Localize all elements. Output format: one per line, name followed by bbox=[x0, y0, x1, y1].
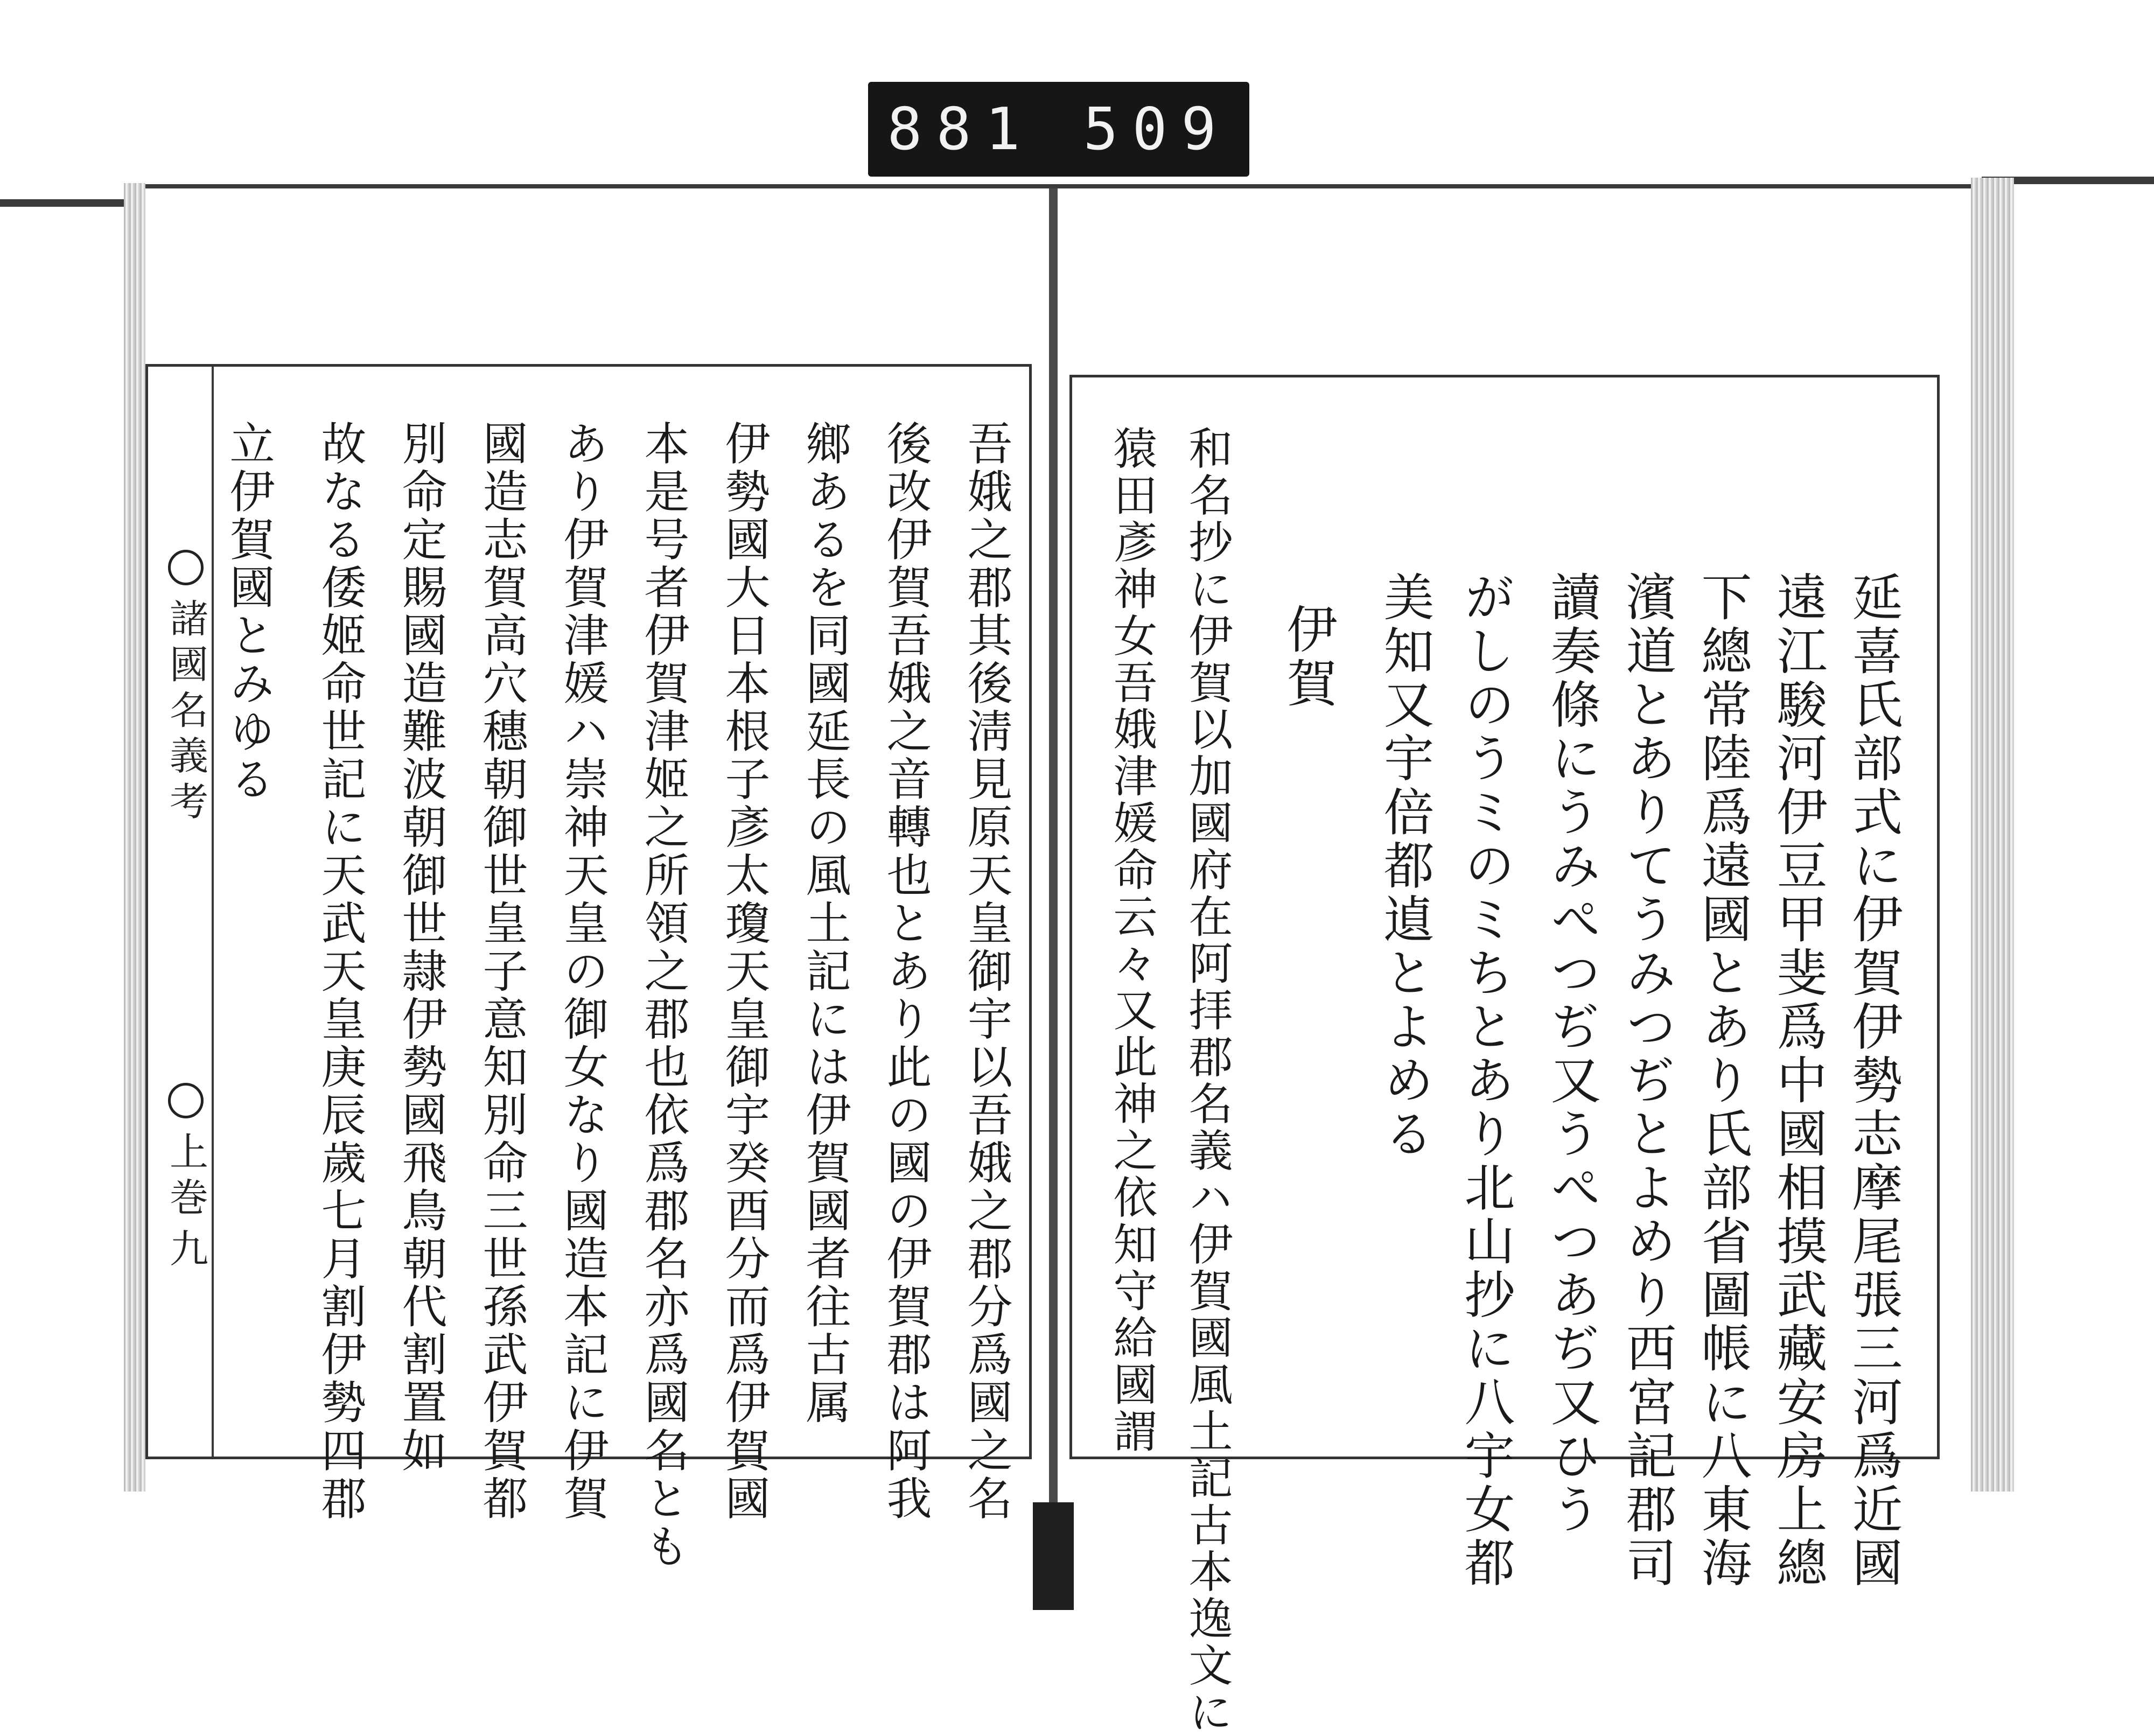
text-column: あり伊賀津媛ハ崇神天皇の御女なり國造本記に伊賀 bbox=[556, 420, 609, 1523]
text-column: 本是号者伊賀津姬之所領之郡也依爲郡名亦爲國名とも bbox=[637, 420, 690, 1571]
text-column: 下總常陸爲遠國とあり氏部省圖帳に八東海 bbox=[1693, 571, 1751, 1591]
text-column: がしのうミのミちとあり北山抄に八宇女都 bbox=[1456, 571, 1514, 1591]
text-column: 遠江駿河伊豆甲斐爲中國相摸武藏安房上總 bbox=[1768, 571, 1827, 1591]
text-column: 立伊賀國とみゆる bbox=[222, 420, 275, 804]
text-column: 濱道とありてうみつぢとよめり西宮記郡司 bbox=[1617, 571, 1676, 1591]
text-column: 猿田彥神女吾娥津媛命云々又此神之依知守給國謂 bbox=[1106, 425, 1157, 1455]
side-title: 諸國名義考 bbox=[158, 550, 214, 827]
side-page-number: 九 bbox=[163, 1228, 208, 1274]
text-column: 延喜氏部式に伊賀伊勢志摩尾張三河爲近國 bbox=[1843, 571, 1902, 1591]
text-column: 讀奏條にうみぺつぢ又うぺつあぢ又ひう bbox=[1542, 571, 1600, 1537]
top-rule-left bbox=[0, 199, 129, 207]
text-column: 和名抄に伊賀以加國府在阿拝郡名義ハ伊賀國風土記古本逸文に bbox=[1181, 425, 1233, 1736]
circle-mark-icon bbox=[168, 1083, 204, 1118]
spine-marker bbox=[1033, 1502, 1074, 1610]
text-column: 後改伊賀吾娥之音轉也とあり此の國の伊賀郡は阿我 bbox=[879, 420, 932, 1523]
right-page-edge bbox=[1971, 178, 2014, 1492]
text-column: 吾娥之郡其後淸見原天皇御宇以吾娥之郡分爲國之名 bbox=[960, 420, 1013, 1523]
catalog-number-label: 881 509 bbox=[868, 82, 1249, 177]
text-column: 國造志賀高穴穗朝御世皇子意知別命三世孫武伊賀都 bbox=[475, 420, 528, 1523]
text-column: 故なる倭姬命世記に天武天皇庚辰歲七月割伊勢四郡 bbox=[314, 420, 367, 1523]
side-volume: 上巻 bbox=[158, 1083, 214, 1223]
top-rule-middle bbox=[129, 184, 1982, 188]
left-frame-inner-rule bbox=[212, 367, 214, 1457]
text-column: 美知又宇倍都遉とよめる bbox=[1375, 571, 1433, 1161]
book-spine bbox=[1049, 188, 1058, 1502]
text-column: 鄉あるを同國延長の風土記には伊賀國者往古属 bbox=[799, 420, 851, 1427]
text-column: 別命定賜國造難波朝御世隷伊勢國飛鳥朝代割置如 bbox=[395, 420, 447, 1475]
left-page-edge bbox=[124, 183, 145, 1492]
text-column: 伊勢國大日本根子彥太瓊天皇御宇癸酉分而爲伊賀國 bbox=[718, 420, 771, 1523]
section-heading: 伊賀 bbox=[1278, 603, 1337, 711]
circle-mark-icon bbox=[168, 550, 204, 585]
